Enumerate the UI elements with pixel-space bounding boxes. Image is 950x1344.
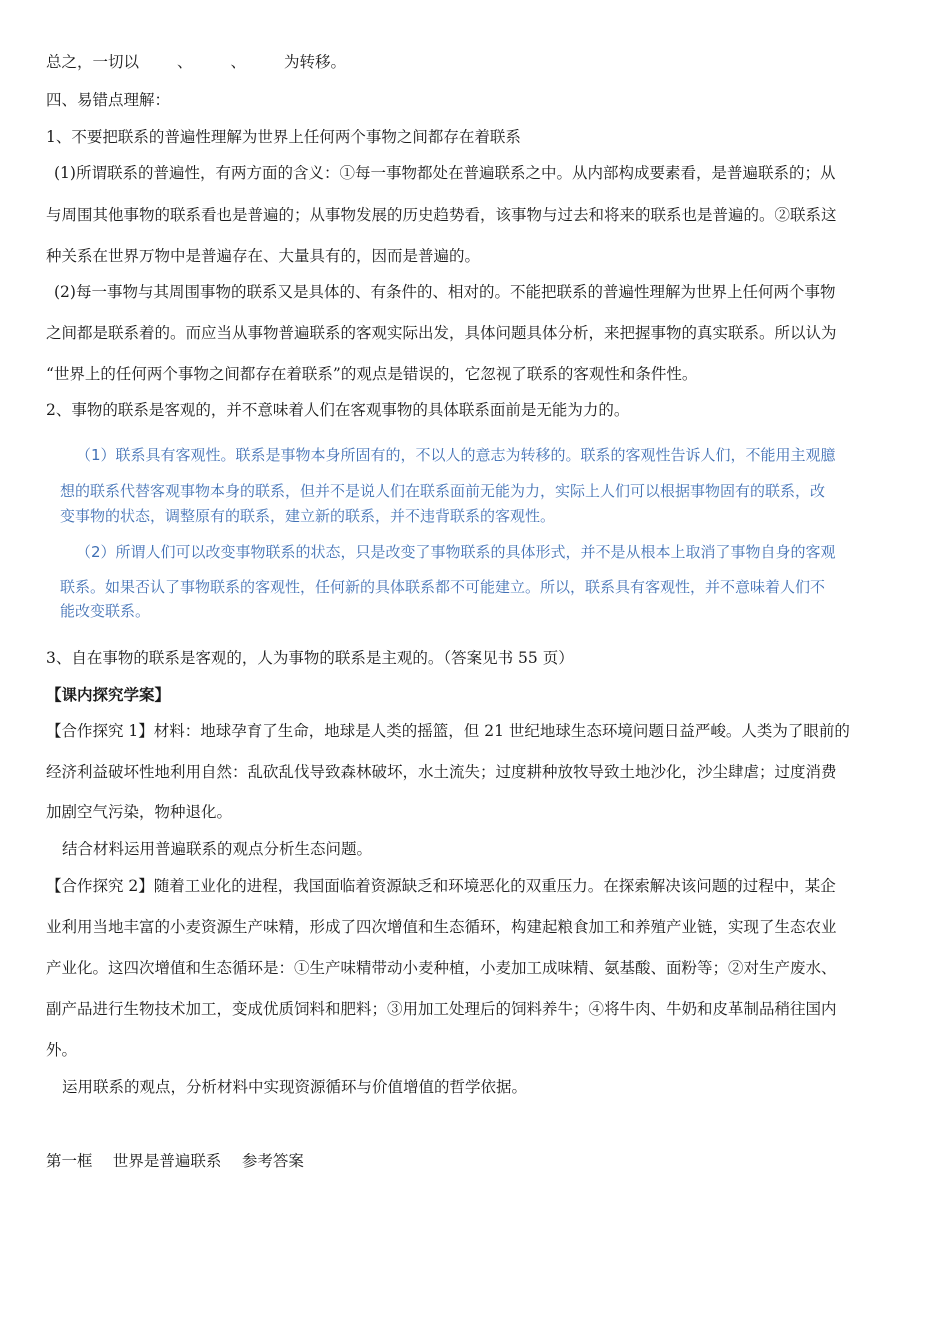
summary-line	[46, 52, 906, 72]
coop-2-question: 运用联系的观点，分析材料中实现资源循环与价值增值的哲学依据。	[62, 1078, 528, 1096]
coop-2-line-2: 业利用当地丰富的小麦资源生产味精，形成了四次增值和生态循环，构建起粮食加工和养殖产业链，实现了生态农业	[46, 918, 837, 936]
coop-1-line-3: 加剧空气污染，物种退化。	[46, 803, 233, 821]
coop-1-line-1: 【合作探究 1】材料：地球孕育了生命，地球是人类的摇篮，但 21 世纪地球生态环境问题日益严峻。人类为了眼前的	[46, 722, 850, 740]
item-2-block-2-line-3: 能改变联系。	[60, 602, 151, 620]
item-1-heading: 1、不要把联系的普遍性理解为世界上任何两个事物之间都存在着联系	[46, 128, 521, 146]
item-2-block-2-line-2: 联系。如果否认了事物联系的客观性，任何新的具体联系都不可能建立。所以，联系具有客观性，并不意味着人们不	[60, 578, 826, 596]
item-2-block-1-line-1: （1）联系具有客观性。联系是事物本身所固有的，不以人的意志为转移的。联系的客观性告诉人们，不能用主观臆	[76, 446, 836, 464]
item-1-para-2-line-2: 之间都是联系着的。而应当从事物普遍联系的客观实际出发，具体问题具体分析，来把握事物的真实联系。所以认为	[46, 324, 837, 342]
coop-2-line-1: 【合作探究 2】随着工业化的进程，我国面临着资源缺乏和环境恶化的双重压力。在探索解决该问题的过程中，某企	[46, 877, 836, 895]
item-1-para-2-line-3: “世界上的任何两个事物之间都存在着联系”的观点是错误的，它忽视了联系的客观性和条件性。	[46, 365, 698, 383]
answer-key-title: 第一框 世界是普遍联系 参考答案	[46, 1152, 304, 1170]
coop-1-question: 结合材料运用普遍联系的观点分析生态问题。	[62, 840, 373, 858]
item-1-para-1-line-1: (1)所谓联系的普遍性，有两方面的含义：①每一事物都处在普遍联系之中。从内部构成要素看，是普遍联系的；从	[54, 164, 836, 182]
coop-2-line-4: 副产品进行生物技术加工，变成优质饲料和肥料；③用加工处理后的饲料养牛；④将牛肉、牛奶和皮革制品稍往国内	[46, 1000, 837, 1018]
summary-sep-2: 、	[230, 53, 247, 71]
item-2-block-1-line-3: 变事物的状态，调整原有的联系，建立新的联系，并不违背联系的客观性。	[60, 507, 556, 525]
item-1-para-2-line-1: (2)每一事物与其周围事物的联系又是具体的、有条件的、相对的。不能把联系的普遍性理解为世界上任何两个事物	[54, 283, 836, 301]
explore-section-heading: 【课内探究学案】	[46, 685, 171, 704]
summary-text-d: 为转移。	[284, 53, 347, 71]
coop-1-line-2: 经济利益破坏性地利用自然：乱砍乱伐导致森林破坏，水土流失；过度耕种放牧导致土地沙化，沙尘肆虐；过度消费	[46, 763, 837, 781]
coop-2-line-5: 外。	[46, 1041, 78, 1059]
summary-text-a: 总之，一切以	[46, 53, 140, 71]
item-2-block-2-line-1: （2）所谓人们可以改变事物联系的状态，只是改变了事物联系的具体形式，并不是从根本上取消了事物自身的客观	[76, 543, 836, 561]
item-1-para-1-line-2: 与周围其他事物的联系看也是普遍的；从事物发展的历史趋势看，该事物与过去和将来的联系也是普遍的。②联系这	[46, 206, 837, 224]
item-2-heading: 2、事物的联系是客观的，并不意味着人们在客观事物的具体联系面前是无能为力的。	[46, 401, 630, 419]
coop-2-line-3: 产业化。这四次增值和生态循环是：①生产味精带动小麦种植，小麦加工成味精、氨基酸、面粉等；②对生产废水、	[46, 959, 837, 977]
section-heading-4: 四、易错点理解：	[46, 91, 171, 109]
item-1-para-1-line-3: 种关系在世界万物中是普遍存在、大量具有的，因而是普遍的。	[46, 247, 481, 265]
summary-sep-1: 、	[177, 53, 193, 71]
item-3-heading: 3、自在事物的联系是客观的，人为事物的联系是主观的。（答案见书 55 页）	[46, 649, 574, 667]
item-2-block-1-line-2: 想的联系代替客观事物本身的联系，但并不是说人们在联系面前无能为力，实际上人们可以根据事物固有的联系，改	[60, 482, 826, 500]
